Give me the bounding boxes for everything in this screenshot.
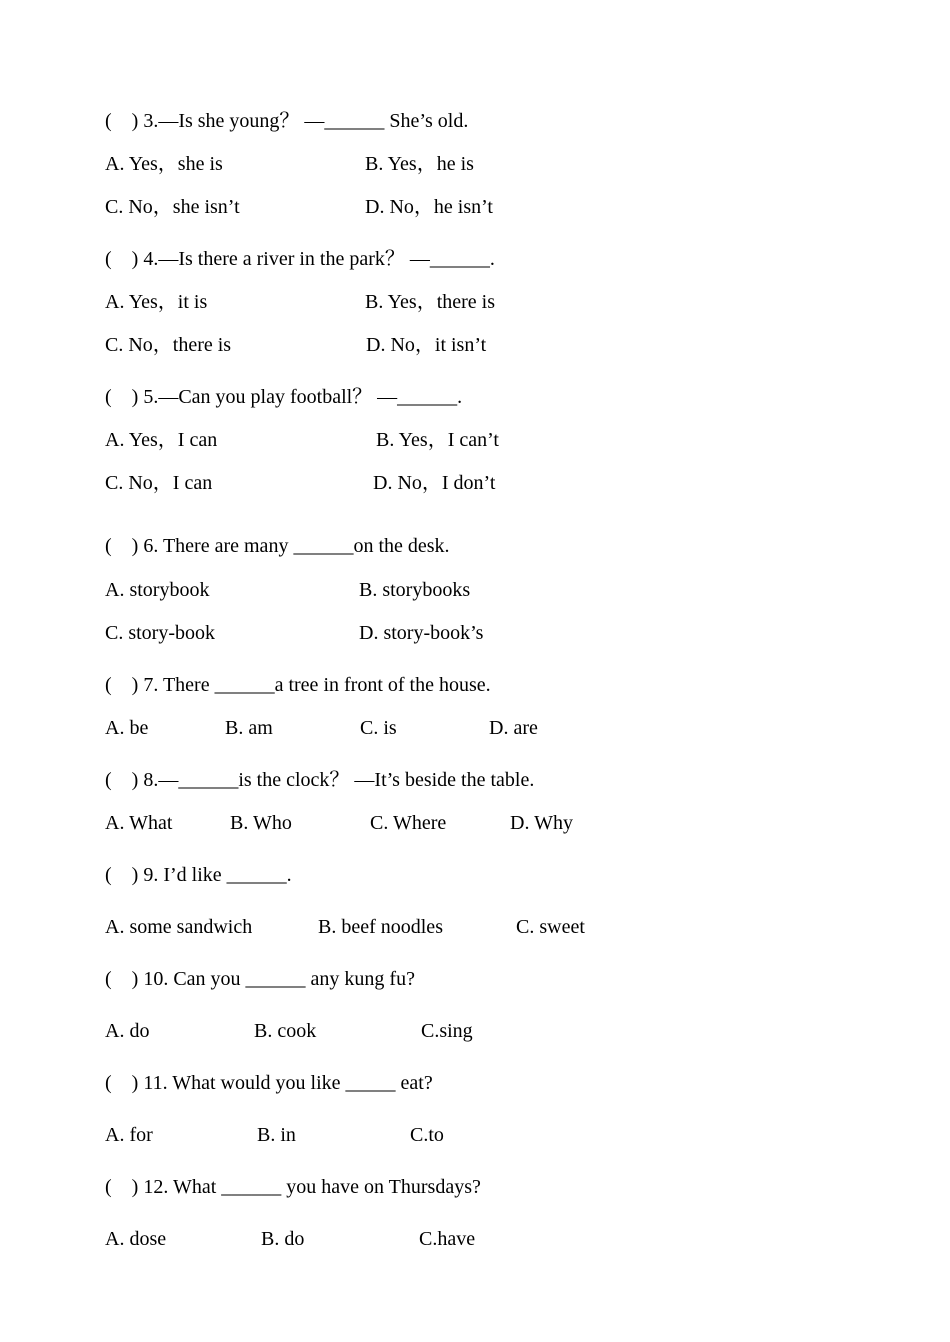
option-b: B. in xyxy=(257,1124,296,1146)
option-c: C. No，she isn’t xyxy=(105,196,240,218)
question-10-prompt xyxy=(0,964,950,994)
question-prompt-text: ( ) 11. What would you like _____ eat? xyxy=(105,1072,433,1094)
option-a: A. do xyxy=(105,1020,150,1042)
option-b: B. am xyxy=(225,717,273,739)
option-c: C.have xyxy=(419,1228,476,1250)
option-c: C. is xyxy=(360,717,397,739)
question-4-prompt xyxy=(0,244,950,274)
option-a: A. What xyxy=(105,812,173,834)
option-c: C. sweet xyxy=(516,916,585,938)
question-prompt-text: ( ) 12. What ______ you have on Thursdays? xyxy=(105,1176,481,1198)
option-b: B. Yes，there is xyxy=(365,291,496,313)
option-d: D. Why xyxy=(510,812,573,834)
option-b: B. Yes，I can’t xyxy=(376,429,499,451)
option-d: D. No，it isn’t xyxy=(366,334,487,356)
question-6-options-row-2 xyxy=(0,618,950,648)
option-c: C.to xyxy=(410,1124,444,1146)
question-3-prompt xyxy=(0,106,950,136)
question-8-options xyxy=(0,808,950,838)
option-a: A. storybook xyxy=(105,579,210,601)
question-prompt-text: ( ) 4.—Is there a river in the park？ —______. xyxy=(105,248,495,270)
question-9-options xyxy=(0,912,950,942)
question-9-prompt xyxy=(0,860,950,890)
question-3-options-row-1 xyxy=(0,149,950,179)
option-a: A. for xyxy=(105,1124,153,1146)
option-b: B. do xyxy=(261,1228,305,1250)
option-d: D. are xyxy=(489,717,538,739)
question-5-prompt xyxy=(0,382,950,412)
question-10-options xyxy=(0,1016,950,1046)
question-prompt-text: ( ) 9. I’d like ______. xyxy=(105,864,292,886)
option-c: C. No，I can xyxy=(105,472,213,494)
option-a: A. dose xyxy=(105,1228,167,1250)
question-prompt-text: ( ) 6. There are many ______on the desk. xyxy=(105,535,450,557)
option-b: B. Who xyxy=(230,812,292,834)
option-c: C.sing xyxy=(421,1020,473,1042)
option-b: B. cook xyxy=(254,1020,317,1042)
question-4-options-row-2 xyxy=(0,330,950,360)
option-a: A. Yes，she is xyxy=(105,153,223,175)
question-prompt-text: ( ) 7. There ______a tree in front of the house. xyxy=(105,674,491,696)
question-11-prompt xyxy=(0,1068,950,1098)
option-b: B. storybooks xyxy=(359,579,471,601)
question-prompt-text: ( ) 3.—Is she young？ —______ She’s old. xyxy=(105,110,469,132)
question-3-options-row-2 xyxy=(0,192,950,222)
option-a: A. be xyxy=(105,717,149,739)
option-a: A. Yes，I can xyxy=(105,429,218,451)
option-d: D. No，I don’t xyxy=(373,472,496,494)
question-6-prompt xyxy=(0,531,950,561)
question-prompt-text: ( ) 5.—Can you play football？ —______. xyxy=(105,386,463,408)
question-7-prompt xyxy=(0,670,950,700)
question-7-options xyxy=(0,713,950,743)
option-a: A. Yes，it is xyxy=(105,291,208,313)
option-c: C. No，there is xyxy=(105,334,232,356)
question-8-prompt xyxy=(0,765,950,795)
question-11-options xyxy=(0,1120,950,1150)
option-b: B. Yes，he is xyxy=(365,153,474,175)
question-5-options-row-1 xyxy=(0,425,950,455)
option-d: D. No，he isn’t xyxy=(365,196,493,218)
option-c: C. story-book xyxy=(105,622,215,644)
option-a: A. some sandwich xyxy=(105,916,253,938)
question-6-options-row-1 xyxy=(0,575,950,605)
question-12-prompt xyxy=(0,1172,950,1202)
option-b: B. beef noodles xyxy=(318,916,443,938)
question-12-options xyxy=(0,1224,950,1254)
option-c: C. Where xyxy=(370,812,447,834)
question-5-options-row-2 xyxy=(0,468,950,498)
option-d: D. story-book’s xyxy=(359,622,484,644)
question-prompt-text: ( ) 8.—______is the clock？ —It’s beside the table. xyxy=(105,769,535,791)
question-4-options-row-1 xyxy=(0,287,950,317)
question-prompt-text: ( ) 10. Can you ______ any kung fu? xyxy=(105,968,415,990)
